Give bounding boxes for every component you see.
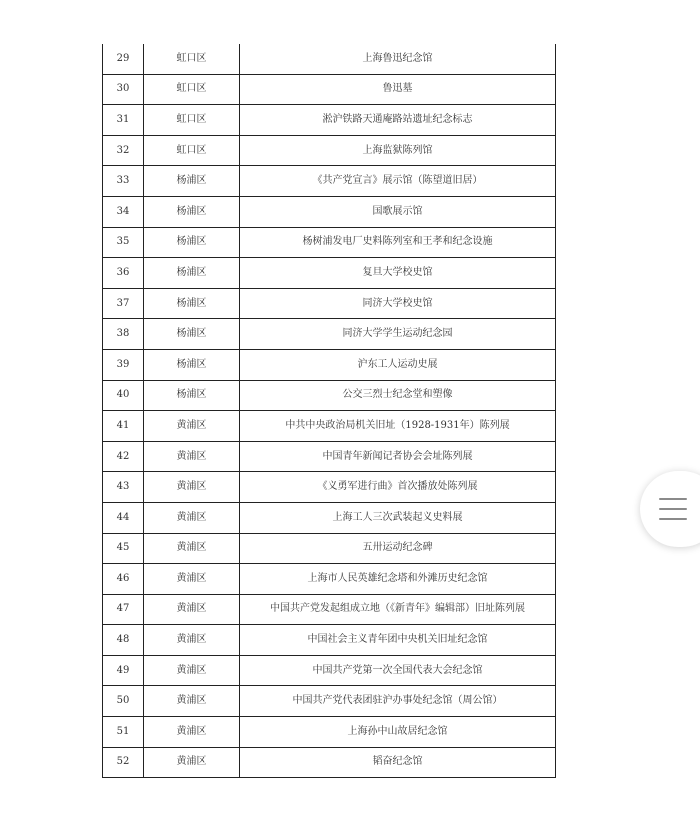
district-cell: 黄浦区 — [144, 686, 240, 717]
row-number: 44 — [103, 502, 144, 533]
memorial-sites-table — [102, 44, 556, 778]
table-row — [103, 564, 556, 595]
row-number: 33 — [103, 166, 144, 197]
table-row — [103, 166, 556, 197]
row-number: 29 — [103, 44, 144, 74]
table-row — [103, 747, 556, 778]
site-name-cell: 沪东工人运动史展 — [240, 349, 556, 380]
district-cell: 杨浦区 — [144, 227, 240, 258]
row-number: 43 — [103, 472, 144, 503]
row-number: 41 — [103, 411, 144, 442]
row-number: 31 — [103, 105, 144, 136]
district-cell: 黄浦区 — [144, 747, 240, 778]
district-cell: 杨浦区 — [144, 288, 240, 319]
menu-line — [659, 508, 687, 510]
site-name-cell: 同济大学学生运动纪念园 — [240, 319, 556, 350]
menu-line — [659, 498, 687, 500]
district-cell: 虹口区 — [144, 44, 240, 74]
site-name-cell: 五卅运动纪念碑 — [240, 533, 556, 564]
table-row — [103, 625, 556, 656]
table-row — [103, 74, 556, 105]
site-name-cell: 上海工人三次武装起义史料展 — [240, 502, 556, 533]
table-row — [103, 227, 556, 258]
table-row — [103, 319, 556, 350]
site-name-cell: 中国青年新闻记者协会会址陈列展 — [240, 441, 556, 472]
table-row — [103, 686, 556, 717]
site-name-cell: 杨树浦发电厂史料陈列室和王孝和纪念设施 — [240, 227, 556, 258]
hamburger-menu-icon — [659, 498, 687, 520]
district-cell: 杨浦区 — [144, 319, 240, 350]
site-name-cell: 公交三烈士纪念堂和塑像 — [240, 380, 556, 411]
table-row — [103, 502, 556, 533]
district-cell: 黄浦区 — [144, 502, 240, 533]
row-number: 40 — [103, 380, 144, 411]
site-name-cell: 中国共产党代表团驻沪办事处纪念馆（周公馆） — [240, 686, 556, 717]
district-cell: 杨浦区 — [144, 380, 240, 411]
district-cell: 黄浦区 — [144, 717, 240, 748]
row-number: 49 — [103, 655, 144, 686]
row-number: 39 — [103, 349, 144, 380]
site-name-cell: 鲁迅墓 — [240, 74, 556, 105]
site-name-cell: 淞沪铁路天通庵路站遗址纪念标志 — [240, 105, 556, 136]
table-row — [103, 196, 556, 227]
district-cell: 杨浦区 — [144, 196, 240, 227]
row-number: 37 — [103, 288, 144, 319]
row-number: 45 — [103, 533, 144, 564]
site-name-cell: 上海市人民英雄纪念塔和外滩历史纪念馆 — [240, 564, 556, 595]
district-cell: 黄浦区 — [144, 625, 240, 656]
table-row — [103, 441, 556, 472]
row-number: 42 — [103, 441, 144, 472]
menu-line — [659, 518, 687, 520]
floating-menu-button[interactable] — [640, 471, 700, 547]
row-number: 32 — [103, 135, 144, 166]
row-number: 51 — [103, 717, 144, 748]
district-cell: 杨浦区 — [144, 258, 240, 289]
table-row — [103, 594, 556, 625]
table-row — [103, 472, 556, 503]
district-cell: 虹口区 — [144, 105, 240, 136]
district-cell: 黄浦区 — [144, 441, 240, 472]
row-number: 48 — [103, 625, 144, 656]
row-number: 50 — [103, 686, 144, 717]
table-row — [103, 105, 556, 136]
site-name-cell: 复旦大学校史馆 — [240, 258, 556, 289]
table-body — [103, 44, 556, 778]
site-name-cell: 中共中央政治局机关旧址（1928-1931年）陈列展 — [240, 411, 556, 442]
district-cell: 虹口区 — [144, 74, 240, 105]
district-cell: 黄浦区 — [144, 655, 240, 686]
row-number: 30 — [103, 74, 144, 105]
site-name-cell: 上海鲁迅纪念馆 — [240, 44, 556, 74]
district-cell: 黄浦区 — [144, 472, 240, 503]
table-row — [103, 380, 556, 411]
table-row — [103, 655, 556, 686]
district-cell: 黄浦区 — [144, 411, 240, 442]
district-cell: 杨浦区 — [144, 349, 240, 380]
table-row — [103, 258, 556, 289]
site-name-cell: 中国共产党第一次全国代表大会纪念馆 — [240, 655, 556, 686]
site-name-cell: 《共产党宣言》展示馆（陈望道旧居） — [240, 166, 556, 197]
site-name-cell: 中国共产党发起组成立地（《新青年》编辑部）旧址陈列展 — [240, 594, 556, 625]
site-name-cell: 上海孙中山故居纪念馆 — [240, 717, 556, 748]
district-cell: 黄浦区 — [144, 533, 240, 564]
site-name-cell: 同济大学校史馆 — [240, 288, 556, 319]
table-row — [103, 288, 556, 319]
table-row — [103, 411, 556, 442]
table-row — [103, 44, 556, 74]
site-name-cell: 国歌展示馆 — [240, 196, 556, 227]
site-name-cell: 《义勇军进行曲》首次播放处陈列展 — [240, 472, 556, 503]
district-cell: 黄浦区 — [144, 564, 240, 595]
site-name-cell: 中国社会主义青年团中央机关旧址纪念馆 — [240, 625, 556, 656]
row-number: 36 — [103, 258, 144, 289]
row-number: 52 — [103, 747, 144, 778]
district-cell: 黄浦区 — [144, 594, 240, 625]
site-name-cell: 韬奋纪念馆 — [240, 747, 556, 778]
row-number: 46 — [103, 564, 144, 595]
row-number: 47 — [103, 594, 144, 625]
district-cell: 杨浦区 — [144, 166, 240, 197]
row-number: 38 — [103, 319, 144, 350]
row-number: 35 — [103, 227, 144, 258]
district-cell: 虹口区 — [144, 135, 240, 166]
table-row — [103, 717, 556, 748]
table-row — [103, 349, 556, 380]
row-number: 34 — [103, 196, 144, 227]
table-row — [103, 135, 556, 166]
table-row — [103, 533, 556, 564]
site-name-cell: 上海监狱陈列馆 — [240, 135, 556, 166]
